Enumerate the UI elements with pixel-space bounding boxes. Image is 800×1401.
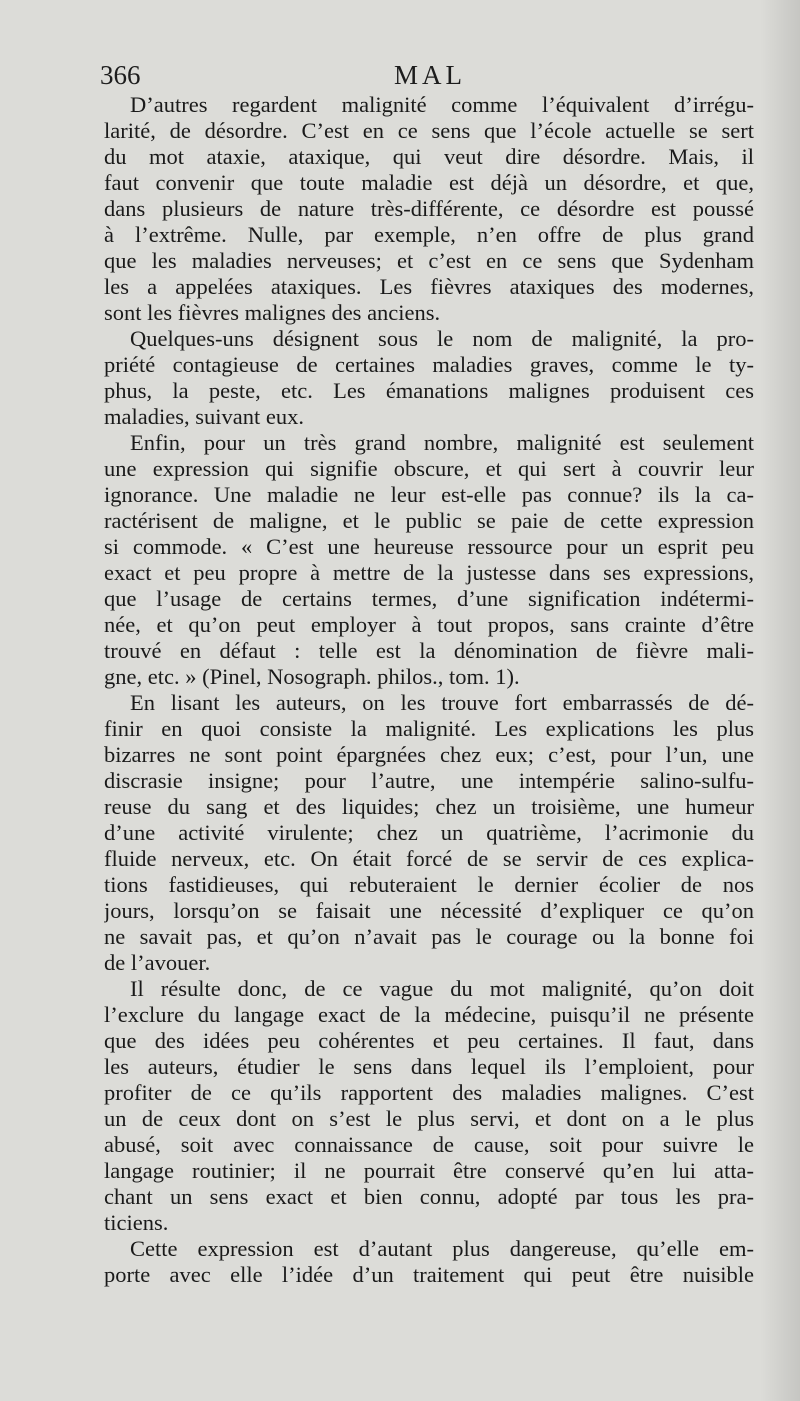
text-line: d’une activité virulente; chez un quatrième, l’acrimonie du [104,820,754,845]
paragraph [104,690,754,976]
text-line: En lisant les auteurs, on les trouve fort embarrassés de dé- [130,690,754,715]
paragraph [104,1236,754,1288]
text-line: l’exclure du langage exact de la médecine, puisqu’il ne présente [104,1002,754,1027]
running-head: MAL [394,60,466,90]
text-line: dans plusieurs de nature très-différente, ce désordre est poussé [104,196,754,221]
text-line: un de ceux dont on s’est le plus servi, et dont on a le plus [104,1106,754,1131]
text-line: discrasie insigne; pour l’autre, une intempérie salino-sulfu- [104,768,754,793]
text-line: langage routinier; il ne pourrait être conservé qu’en lui atta- [104,1158,754,1183]
paragraph [104,976,754,1236]
text-line: trouvé en défaut : telle est la dénomination de fièvre mali- [104,638,754,663]
text-line: ractérisent de maligne, et le public se paie de cette expression [104,508,754,533]
text-line: née, et qu’on peut employer à tout propos, sans crainte d’être [104,612,754,637]
page-number: 366 [100,60,141,90]
text-line: D’autres regardent malignité comme l’équivalent d’irrégu- [130,92,754,117]
text-line: à l’extrême. Nulle, par exemple, n’en offre de plus grand [104,222,754,247]
text-line: maladies, suivant eux. [104,404,304,429]
text-line: Enfin, pour un très grand nombre, malignité est seulement [130,430,754,455]
text-line: gne, etc. » (Pinel, Nosograph. philos., tom. 1). [104,664,520,689]
text-line: faut convenir que toute maladie est déjà un désordre, et que, [104,170,754,195]
text-line: exact et peu propre à mettre de la justesse dans ses expressions, [104,560,754,585]
text-line: porte avec elle l’idée d’un traitement qui peut être nuisible [104,1262,754,1287]
text-line: ne savait pas, et qu’on n’avait pas le courage ou la bonne foi [104,924,754,949]
text-line: fluide nerveux, etc. On était forcé de se servir de ces explica- [104,846,754,871]
text-line: de l’avouer. [104,950,211,975]
text-line: reuse du sang et des liquides; chez un troisième, une humeur [104,794,754,819]
text-line: phus, la peste, etc. Les émanations malignes produisent ces [104,378,754,403]
text-line: les a appelées ataxiques. Les fièvres ataxiques des modernes, [104,274,754,299]
body-text [104,92,754,1288]
text-line: jours, lorsqu’on se faisait une nécessité d’expliquer ce qu’on [104,898,754,923]
paragraph [104,326,754,430]
text-line: sont les fièvres malignes des anciens. [104,300,441,325]
text-line: une expression qui signifie obscure, et qui sert à couvrir leur [104,456,754,481]
text-line: si commode. « C’est une heureuse ressource pour un esprit peu [104,534,754,559]
text-line: ignorance. Une maladie ne leur est-elle pas connue? ils la ca- [104,482,754,507]
text-line: profiter de ce qu’ils rapportent des maladies malignes. C’est [104,1080,754,1105]
page-header [100,60,750,94]
text-line: priété contagieuse de certaines maladies graves, comme le ty- [104,352,754,377]
text-line: Cette expression est d’autant plus dangereuse, qu’elle em- [130,1236,754,1261]
text-line: tions fastidieuses, qui rebuteraient le dernier écolier de nos [104,872,754,897]
paragraph [104,92,754,326]
text-line: du mot ataxie, ataxique, qui veut dire désordre. Mais, il [104,144,754,169]
text-line: Il résulte donc, de ce vague du mot malignité, qu’on doit [130,976,754,1001]
text-line: ticiens. [104,1210,169,1235]
text-line: chant un sens exact et bien connu, adopté par tous les pra- [104,1184,754,1209]
text-line: que des idées peu cohérentes et peu certaines. Il faut, dans [104,1028,754,1053]
text-line: Quelques-uns désignent sous le nom de malignité, la pro- [130,326,754,351]
text-line: bizarres ne sont point épargnées chez eux; c’est, pour l’un, une [104,742,754,767]
text-line: finir en quoi consiste la malignité. Les explications les plus [104,716,754,741]
text-line: larité, de désordre. C’est en ce sens que l’école actuelle se sert [104,118,754,143]
text-line: que l’usage de certains termes, d’une signification indétermi- [104,586,754,611]
text-line: que les maladies nerveuses; et c’est en ce sens que Sydenham [104,248,754,273]
text-line: les auteurs, étudier le sens dans lequel ils l’emploient, pour [104,1054,754,1079]
paragraph [104,430,754,690]
text-line: abusé, soit avec connaissance de cause, soit pour suivre le [104,1132,754,1157]
